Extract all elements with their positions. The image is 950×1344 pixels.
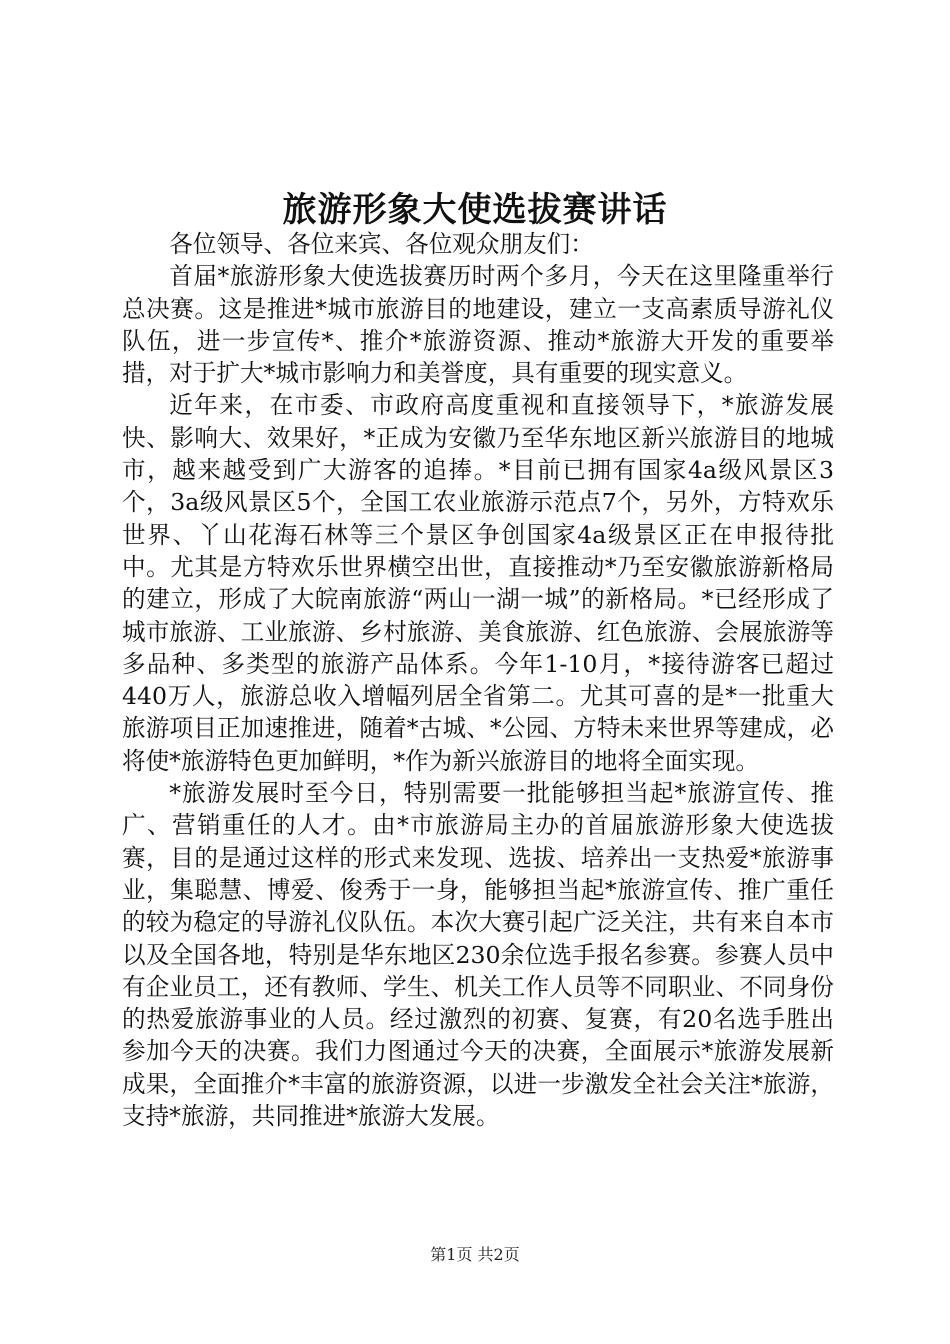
document-title: 旅游形象大使选拔赛讲话 bbox=[282, 190, 668, 230]
body-paragraph: 首届*旅游形象大使选拔赛历时两个多月，今天在这里隆重举行总决赛。这是推进*城市旅游目的地建设，建立一支高素质导游礼仪队伍，进一步宣传*、推介*旅游资源、推动*旅游大开发的重要举措，对于扩大*城市影响力和美誉度，具有重要的现实意义。 bbox=[122, 262, 834, 388]
page-number-footer: 第1页 共2页 bbox=[430, 1245, 520, 1264]
salutation-paragraph: 各位领导、各位来宾、各位观众朋友们： bbox=[169, 230, 594, 258]
body-paragraph: 近年来，在市委、市政府高度重视和直接领导下，*旅游发展快、影响大、效果好，*正成为安徽乃至华东地区新兴旅游目的地城市，越来越受到广大游客的追捧。*目前已拥有国家4a级风景区3个，3a级风景区5个，全国工农业旅游示范点7个，另外，方特欢乐世界、丫山花海石林等三个景区争创国家4a级景区正在申报待批中。尤其是方特欢乐世界横空出世，直接推动*乃至安徽旅游新格局的建立，形成了大皖南旅游“两山一湖一城”的新格局。*已经形成了城市旅游、工业旅游、乡村旅游、美食旅游、红色旅游、会展旅游等多品种、多类型的旅游产品体系。今年1-10月，*接待游客已超过440万人，旅游总收入增幅列居全省第二。尤其可喜的是*一批重大旅游项目正加速推进，随着*古城、*公园、方特未来世界等建成，必将使*旅游特色更加鲜明，*作为新兴旅游目的地将全面实现。 bbox=[122, 391, 834, 775]
body-paragraph: *旅游发展时至今日，特别需要一批能够担当起*旅游宣传、推广、营销重任的人才。由*市旅游局主办的首届旅游形象大使选拔赛，目的是通过这样的形式来发现、选拔、培养出一支热爱*旅游事业，集聪慧、博爱、俊秀于一身，能够担当起*旅游宣传、推广重任的较为稳定的导游礼仪队伍。本次大赛引起广泛关注，共有来自本市以及全国各地，特别是华东地区230余位选手报名参赛。参赛人员中有企业员工，还有教师、学生、机关工作人员等不同职业、不同身份的热爱旅游事业的人员。经过激烈的初赛、复赛，有20名选手胜出参加今天的决赛。我们力图通过今天的决赛，全面展示*旅游发展新成果，全面推介*丰富的旅游资源，以进一步激发全社会关注*旅游，支持*旅游，共同推进*旅游大发展。 bbox=[122, 779, 834, 1131]
document-body bbox=[122, 228, 834, 1132]
